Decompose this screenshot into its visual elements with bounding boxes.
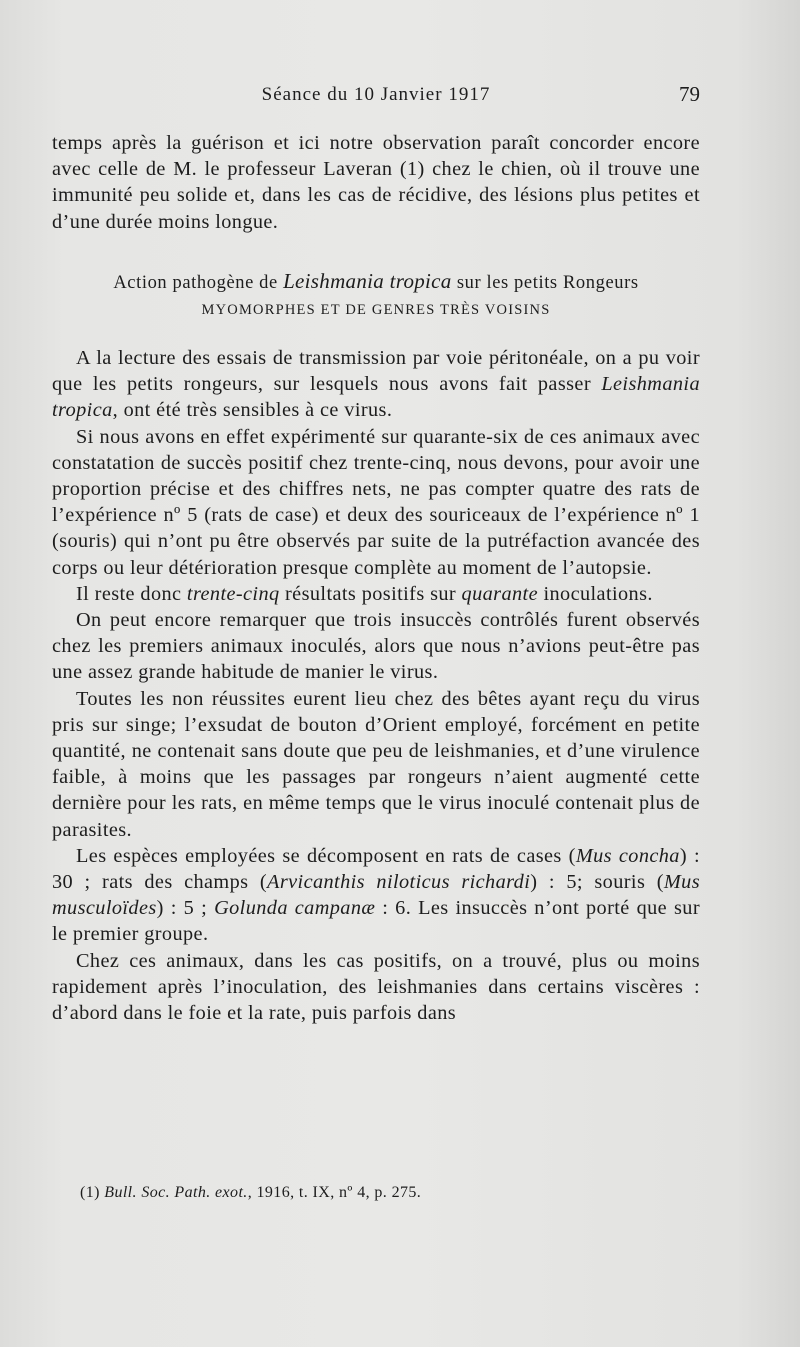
p7-text-e: : 6. Les insuccès n’ont porté que sur le premier groupe.	[52, 897, 700, 946]
paragraph-5: On peut encore remarquer que trois insuccès contrôlés furent observés chez les premiers animaux inoculés, alors que nous n’avions peut-être pas une assez grande habitude de manier le virus.	[52, 609, 700, 684]
section-title-part-a: Action pathogène de	[113, 272, 278, 293]
section-title-part-b: sur les petits Rongeurs	[456, 272, 639, 293]
p7-text-b: ) : 30 ; rats des champs (	[52, 844, 700, 894]
p4-text-b: résultats positifs sur	[279, 582, 462, 605]
running-title: Séance du 10 Janvier 1917	[261, 84, 491, 105]
paragraph-3: Si nous avons en effet expérimenté sur quarante-six de ces animaux avec constatation de succès positif chez trente-cinq, nous devons, pour avoir une proportion précise et des chiffres nets, ne pas compter quatre des rats de l’expérience nº 5 (rats de case) et deux des souriceaux de l’expérience nº 1 (souris) qui n’ont pu être observés par suite de la putréfaction avancée des corps ou leur détérioration presque complète au moment de l’autopsie.	[52, 425, 700, 579]
p7-species-2: Arvicanthis niloticus richardi	[267, 871, 531, 894]
p7-text-d: ) : 5 ;	[156, 897, 215, 920]
p2-species: Leishmania tropica	[52, 373, 700, 422]
paragraph-6: Toutes les non réussites eurent lieu chez des bêtes ayant reçu du virus pris sur singe; l’exsudat de bouton d’Orient employé, forcément en petite quantité, ne contenait sans doute que peu de leishmanies, et d’une virulence faible, à moins que les passages par rongeurs n’aient augmenté cette dernière pour les rats, en même temps que le virus inoculé contenait plus de parasites.	[52, 687, 700, 841]
section-subtitle: MYOMORPHES ET DE GENRES TRÈS VOISINS	[201, 301, 551, 318]
paragraph-2	[52, 345, 700, 424]
paragraph-8: Chez ces animaux, dans les cas positifs, on a trouvé, plus ou moins rapidement après l’inoculation, des leishmanies dans certains viscères : d’abord dans le foie et la rate, puis parfois dans	[52, 949, 700, 1025]
section-title	[52, 269, 700, 295]
body-text	[52, 130, 700, 1026]
p7-species-1: Mus concha	[575, 844, 680, 867]
p2-text-a: A la lecture des essais de transmission par voie péritonéale, on a pu voir que les petits rongeurs, sur lesquels nous avons fait passer	[52, 347, 700, 396]
paragraph-1: temps après la guérison et ici notre observation paraît concorder encore avec celle de M. le professeur Laveran (1) chez le chien, où il trouve une immunité peu solide et, dans les cas de récidive, des lésions plus petites et d’une durée moins longue.	[52, 132, 700, 233]
paragraph-7	[52, 843, 700, 948]
p4-text-a: Il reste donc	[76, 582, 187, 605]
p4-text-c: inoculations.	[537, 582, 653, 605]
p7-text-c: ) : 5; souris (	[530, 871, 664, 894]
paragraph-4	[52, 581, 700, 607]
p2-text-b: , ont été très sensibles à ce virus.	[112, 399, 393, 422]
footnote-journal: Bull. Soc. Path. exot.	[104, 1184, 248, 1201]
footnote	[80, 1184, 700, 1202]
section-title-species: Leishmania tropica	[283, 268, 452, 293]
running-head	[52, 84, 700, 114]
footnote-reference: , 1916, t. IX, nº 4, p. 275.	[247, 1184, 422, 1201]
p4-italic-1: trente-cinq	[186, 582, 280, 605]
p7-text-a: Les espèces employées se décomposent en rats de cases (	[76, 844, 576, 867]
p4-italic-2: quarante	[461, 582, 538, 605]
p7-species-4: Golunda campanæ	[214, 897, 376, 920]
p7-species-3: Mus musculoïdes	[52, 871, 700, 920]
footnote-mark: (1)	[80, 1184, 105, 1201]
page-number: 79	[679, 82, 700, 106]
